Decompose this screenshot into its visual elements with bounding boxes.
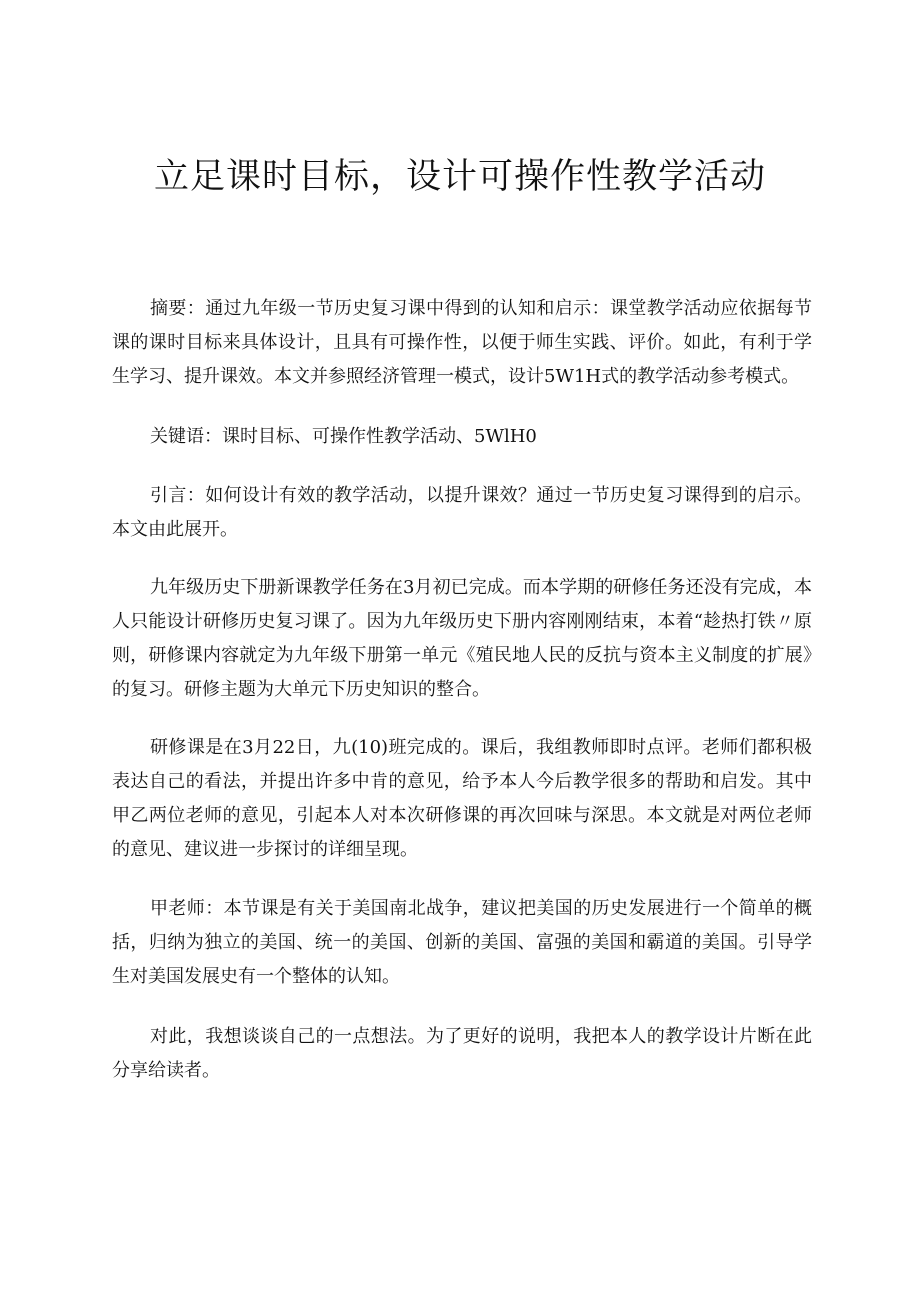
body-paragraph-4: 对此，我想谈谈自己的一点想法。为了更好的说明，我把本人的教学设计片断在此分享给读者。 <box>112 1026 812 1081</box>
body-paragraph-2: 研修课是在3月22日，九(10)班完成的。课后，我组教师即时点评。老师们都积极表达自己的看法，并提出许多中肯的意见，给予本人今后教学很多的帮助和启发。其中甲乙两位老师的意见，引起本人对本次研修课的再次回味与深思。本文就是对两位老师的意见、建议进一步探讨的详细呈现。 <box>112 737 812 860</box>
keywords-paragraph: 关键语：课时目标、可操作性教学活动、5WlH0 <box>150 426 537 447</box>
abstract-paragraph: 摘要：通过九年级一节历史复习课中得到的认知和启示：课堂教学活动应依据每节课的课时目标来具体设计，且具有可操作性，以便于师生实践、评价。如此，有利于学生学习、提升课效。本文并参照经济管理一模式，设计5W1H式的教学活动参考模式。 <box>112 298 812 387</box>
body-paragraph-1: 九年级历史下册新课教学任务在3月初已完成。而本学期的研修任务还没有完成，本人只能设计研修历史复习课了。因为九年级历史下册内容刚刚结束，本着“趁热打铁〃原则，研修课内容就定为九年级下册第一单元《殖民地人民的反抗与资本主义制度的扩展》的复习。研修主题为大单元下历史知识的整合。 <box>112 577 812 700</box>
introduction-paragraph: 引言：如何设计有效的教学活动，以提升课效？通过一节历史复习课得到的启示。本文由此展开。 <box>112 485 812 540</box>
document-title: 立足课时目标，设计可操作性教学活动 <box>153 157 766 197</box>
body-paragraph-3: 甲老师：本节课是有关于美国南北战争，建议把美国的历史发展进行一个简单的概括，归纳为独立的美国、统一的美国、创新的美国、富强的美国和霸道的美国。引导学生对美国发展史有一个整体的认知。 <box>112 898 812 987</box>
